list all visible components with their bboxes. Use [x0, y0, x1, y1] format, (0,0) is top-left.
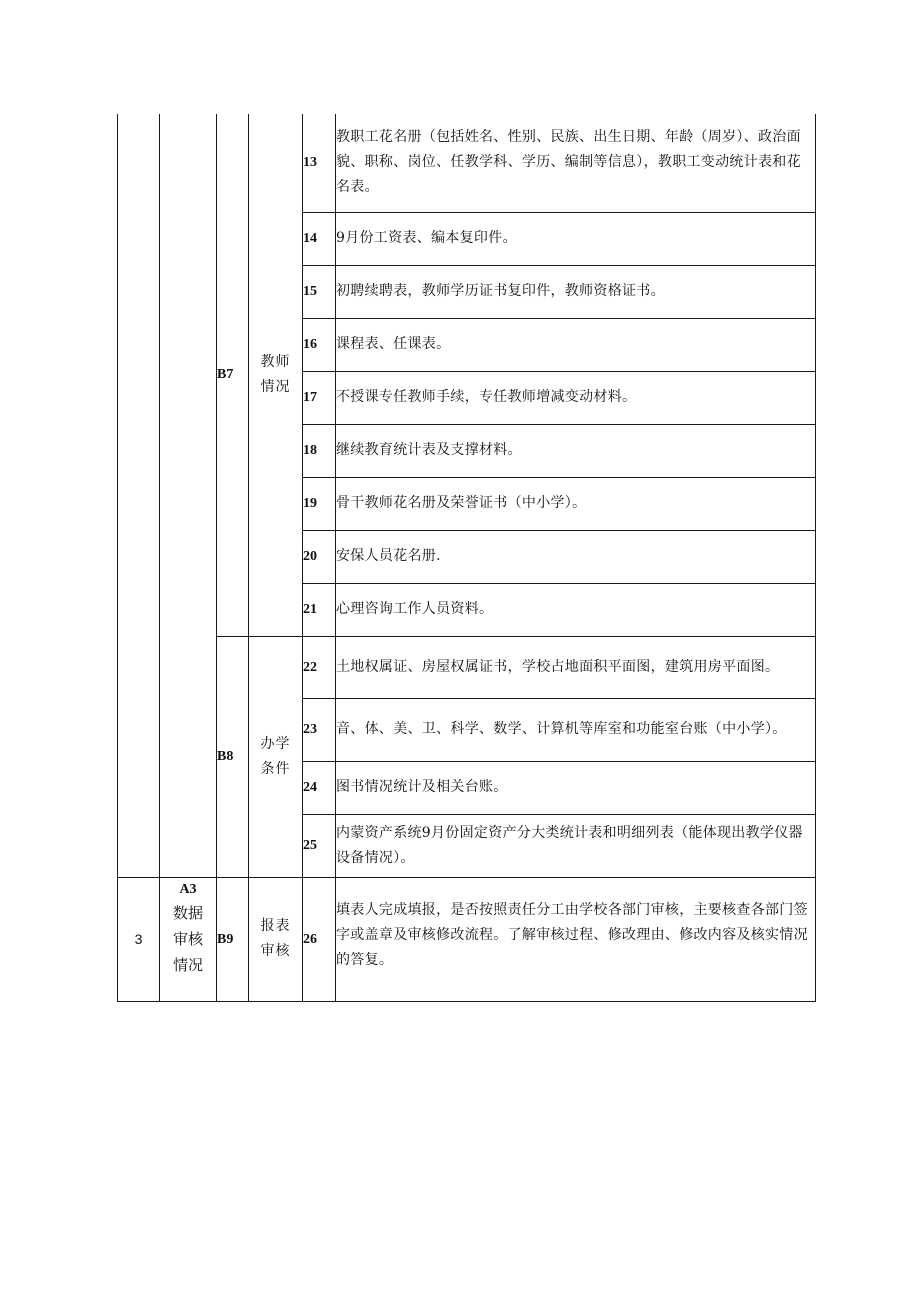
a-category-cell [160, 114, 217, 877]
checklist-table [117, 114, 816, 1002]
b7-code: B7 [217, 114, 249, 636]
item-number: 13 [303, 114, 336, 212]
item-number: 19 [303, 477, 336, 530]
b7-name [249, 114, 303, 636]
b8-name [249, 636, 303, 877]
item-text: 继续教育统计表及支撑材料。 [336, 424, 816, 477]
b7-name-line: 情况 [260, 378, 291, 395]
b8-name-line: 办学 [260, 735, 291, 752]
item-number: 20 [303, 530, 336, 583]
item-number: 25 [303, 814, 336, 877]
a3-code: A3 [179, 881, 197, 897]
item-text: 不授课专任教师手续，专任教师增减变动材料。 [336, 371, 816, 424]
b9-code: B9 [217, 877, 249, 1001]
b9-name [249, 877, 303, 1001]
b8-name-line: 条件 [260, 760, 291, 777]
item-text: 教职工花名册（包括姓名、性别、民族、出生日期、年龄（周岁）、政治面貌、职称、岗位、任教学科、学历、编制等信息），教职工变动统计表和花名表。 [336, 114, 816, 212]
item-number: 14 [303, 212, 336, 265]
item-text: 初聘续聘表，教师学历证书复印件，教师资格证书。 [336, 265, 816, 318]
a3-name-line: 数据 [172, 903, 203, 922]
item-number: 23 [303, 698, 336, 761]
item-number: 24 [303, 761, 336, 814]
item-number: 15 [303, 265, 336, 318]
table-row [118, 636, 816, 698]
item-number: 22 [303, 636, 336, 698]
item-text: 安保人员花名册. [336, 530, 816, 583]
item-text: 骨干教师花名册及荣誉证书（中小学）。 [336, 477, 816, 530]
a3-name-line: 情况 [172, 955, 203, 974]
item-text: 图书情况统计及相关台账。 [336, 761, 816, 814]
a3-category [160, 877, 217, 1001]
item-number: 21 [303, 583, 336, 636]
item-text: 课程表、任课表。 [336, 318, 816, 371]
item-text: 内蒙资产系统9月份固定资产分大类统计表和明细列表（能体现出教学仪器设备情况）。 [336, 814, 816, 877]
item-number: 18 [303, 424, 336, 477]
item-text: 心理咨询工作人员资料。 [336, 583, 816, 636]
b7-name-line: 教师 [260, 353, 291, 370]
item-text: 填表人完成填报，是否按照责任分工由学校各部门审核，主要核查各部门签字或盖章及审核修改流程。了解审核过程、修改理由、修改内容及核实情况的答复。 [336, 877, 816, 1001]
table-row [118, 877, 816, 1001]
b8-code: B8 [217, 636, 249, 877]
a3-name-line: 审核 [172, 929, 203, 948]
item-text: 音、体、美、卫、科学、数学、计算机等库室和功能室台账（中小学）。 [336, 698, 816, 761]
item-number: 26 [303, 877, 336, 1001]
b9-name-line: 报表 [260, 918, 291, 934]
table-row [118, 114, 816, 212]
b9-name-line: 审核 [260, 943, 291, 959]
item-text: 土地权属证、房屋权属证书，学校占地面积平面图，建筑用房平面图。 [336, 636, 816, 698]
item-text: 9月份工资表、编本复印件。 [336, 212, 816, 265]
row-number: 3 [118, 877, 160, 1001]
item-number: 16 [303, 318, 336, 371]
item-number: 17 [303, 371, 336, 424]
row-number-cell [118, 114, 160, 877]
